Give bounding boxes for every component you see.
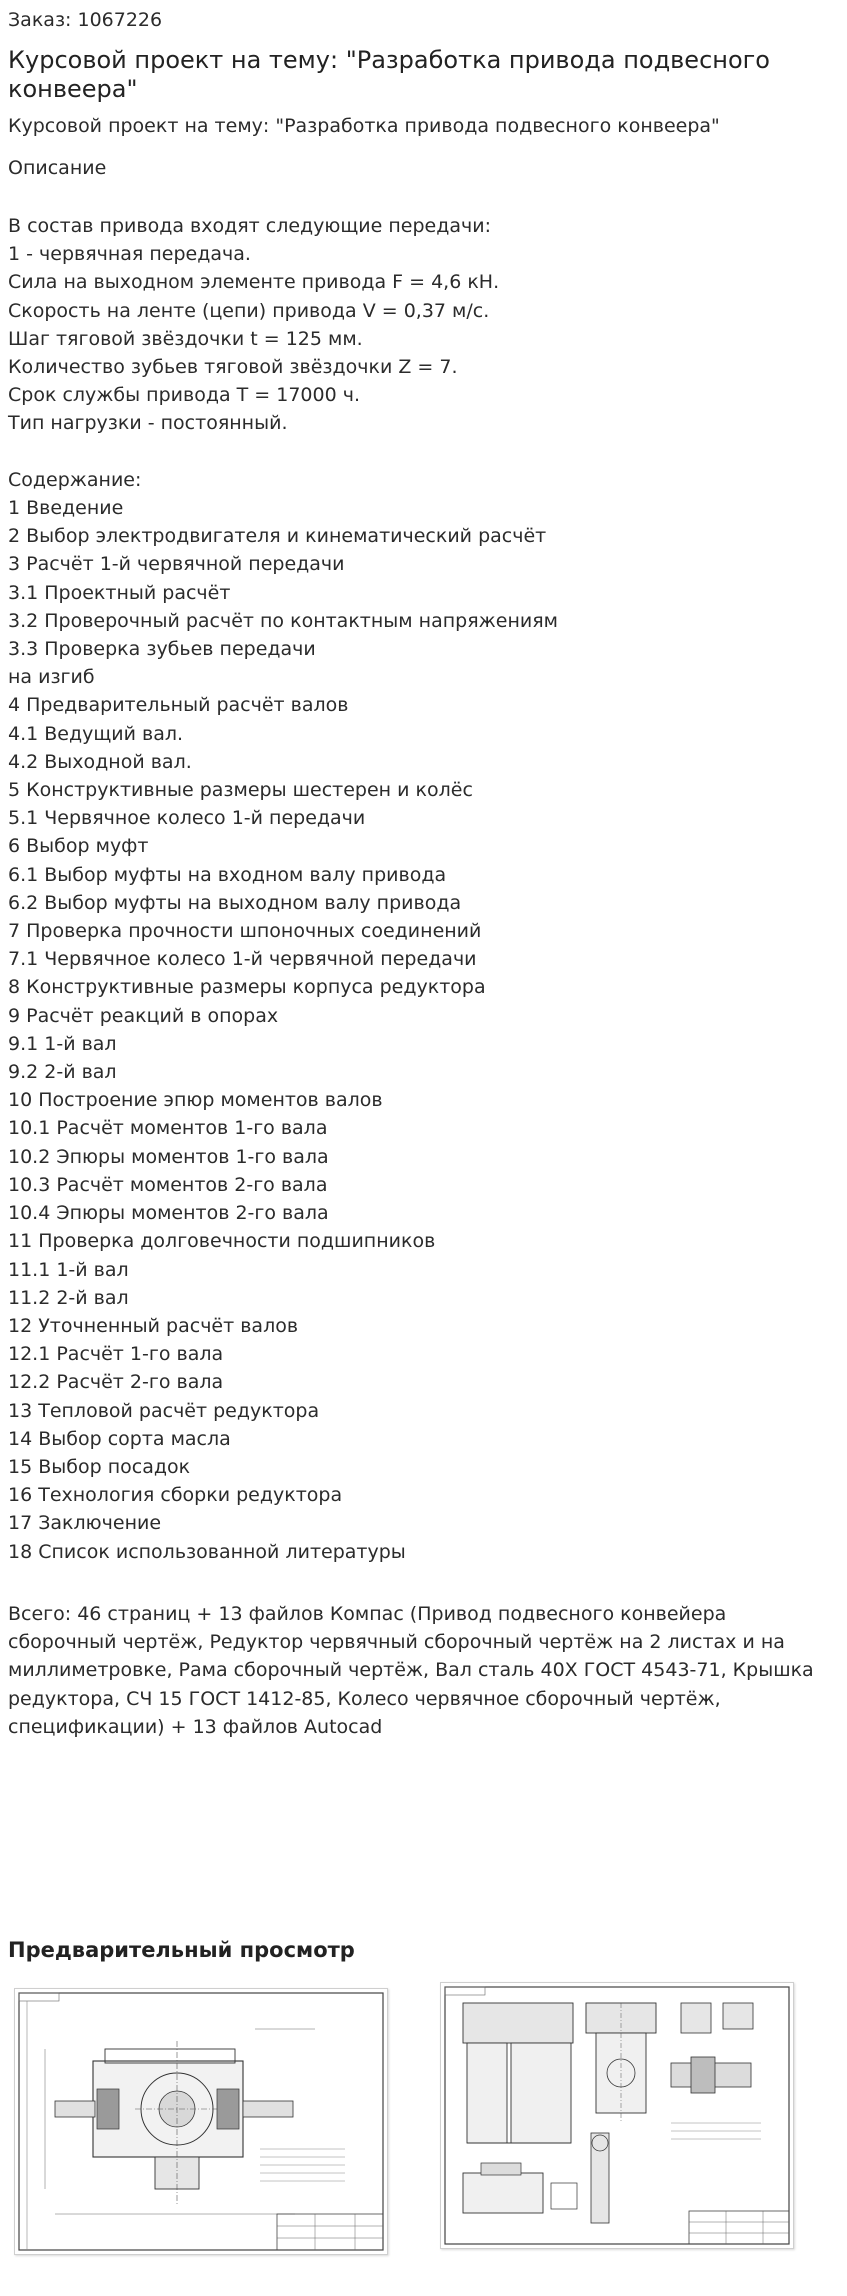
contents-item: 3 Расчёт 1-й червячной передачи: [8, 553, 345, 576]
contents-item: 3.1 Проектный расчёт: [8, 581, 231, 604]
contents-item: 11 Проверка долговечности подшипников: [8, 1230, 436, 1253]
contents-item: 10 Построение эпюр моментов валов: [8, 1089, 383, 1112]
total-line: спецификации) + 13 файлов Autocad: [8, 1715, 383, 1738]
drive-assembly-drawing-thumbnail-icon: [441, 1983, 793, 2248]
description-line: Сила на выходном элементе привода F = 4,6 кН.: [8, 271, 500, 294]
contents-item: 10.3 Расчёт моментов 2-го вала: [8, 1173, 328, 1196]
contents-item: 1 Введение: [8, 497, 124, 520]
total-line: миллиметровке, Рама сборочный чертёж, Вал сталь 40Х ГОСТ 4543-71, Крышка: [8, 1659, 814, 1682]
preview-heading: Предварительный просмотр: [8, 1938, 355, 1962]
contents-item: 11.2 2-й вал: [8, 1286, 129, 1309]
description-line: Количество зубьев тяговой звёздочки Z = 7.: [8, 356, 458, 379]
contents-item: 6 Выбор муфт: [8, 835, 149, 858]
gearbox-drawing-thumbnail-icon: [15, 1989, 387, 2254]
contents-item: 9.2 2-й вал: [8, 1061, 117, 1084]
contents-item: 5 Конструктивные размеры шестерен и колёс: [8, 779, 473, 802]
total-summary: [8, 1600, 838, 1741]
contents-heading: Содержание:: [8, 468, 142, 491]
order-number: Заказ: 1067226: [8, 9, 163, 31]
contents-item: 3.2 Проверочный расчёт по контактным напряжениям: [8, 609, 558, 632]
total-line: редуктора, СЧ 15 ГОСТ 1412-85, Колесо червячное сборочный чертёж,: [8, 1687, 721, 1710]
description-line: Скорость на ленте (цепи) привода V = 0,37 м/с.: [8, 299, 490, 322]
description-line: Срок службы привода T = 17000 ч.: [8, 384, 361, 407]
contents-item: 10.2 Эпюры моментов 1-го вала: [8, 1145, 329, 1168]
preview-thumbnail-1[interactable]: [14, 1988, 388, 2255]
contents-item: 16 Технология сборки редуктора: [8, 1484, 343, 1507]
contents-item: 15 Выбор посадок: [8, 1455, 191, 1478]
contents-item: 17 Заключение: [8, 1512, 162, 1535]
contents-item: 7.1 Червячное колесо 1-й червячной передачи: [8, 948, 477, 971]
contents-item: 10.1 Расчёт моментов 1-го вала: [8, 1117, 328, 1140]
contents-item: 7 Проверка прочности шпоночных соединений: [8, 920, 482, 943]
contents-item: 2 Выбор электродвигателя и кинематический расчёт: [8, 525, 547, 548]
page-title: Курсовой проект на тему: "Разработка привода подвесного конвеера": [8, 46, 770, 103]
preview-thumbnail-2[interactable]: [440, 1982, 794, 2249]
description-line: Шаг тяговой звёздочки t = 125 мм.: [8, 327, 363, 350]
contents-item: 4.2 Выходной вал.: [8, 750, 192, 773]
contents-item: 9 Расчёт реакций в опорах: [8, 1004, 279, 1027]
contents-item: 3.3 Проверка зубьев передачи: [8, 638, 316, 661]
contents-item: 12.2 Расчёт 2-го вала: [8, 1371, 224, 1394]
total-line: сборочный чертёж, Редуктор червячный сборочный чертёж на 2 листах и на: [8, 1631, 785, 1654]
contents-item: 4.1 Ведущий вал.: [8, 722, 184, 745]
contents-item: 6.1 Выбор муфты на входном валу привода: [8, 863, 447, 886]
contents-item: 13 Тепловой расчёт редуктора: [8, 1399, 320, 1422]
description-line: 1 - червячная передача.: [8, 243, 251, 266]
contents-item: 8 Конструктивные размеры корпуса редуктора: [8, 976, 486, 999]
total-line: Всего: 46 страниц + 13 файлов Компас (Привод подвесного конвейера: [8, 1603, 727, 1625]
contents-item: 12.1 Расчёт 1-го вала: [8, 1343, 224, 1366]
description-body: [8, 212, 838, 1566]
contents-item: 18 Список использованной литературы: [8, 1540, 406, 1563]
contents-item: 12 Уточненный расчёт валов: [8, 1314, 299, 1337]
contents-item: 4 Предварительный расчёт валов: [8, 694, 349, 717]
contents-item: 11.1 1-й вал: [8, 1258, 129, 1281]
contents-item: 10.4 Эпюры моментов 2-го вала: [8, 1202, 329, 1225]
contents-item: на изгиб: [8, 666, 95, 689]
subtitle: Курсовой проект на тему: "Разработка привода подвесного конвеера": [8, 115, 720, 137]
contents-item: 14 Выбор сорта масла: [8, 1427, 231, 1450]
contents-item: 9.1 1-й вал: [8, 1032, 117, 1055]
description-line: Тип нагрузки - постоянный.: [8, 412, 288, 435]
description-line: В состав привода входят следующие передачи:: [8, 215, 491, 237]
contents-item: 5.1 Червячное колесо 1-й передачи: [8, 807, 366, 830]
contents-item: 6.2 Выбор муфты на выходном валу привода: [8, 891, 462, 914]
description-heading: Описание: [8, 157, 107, 179]
